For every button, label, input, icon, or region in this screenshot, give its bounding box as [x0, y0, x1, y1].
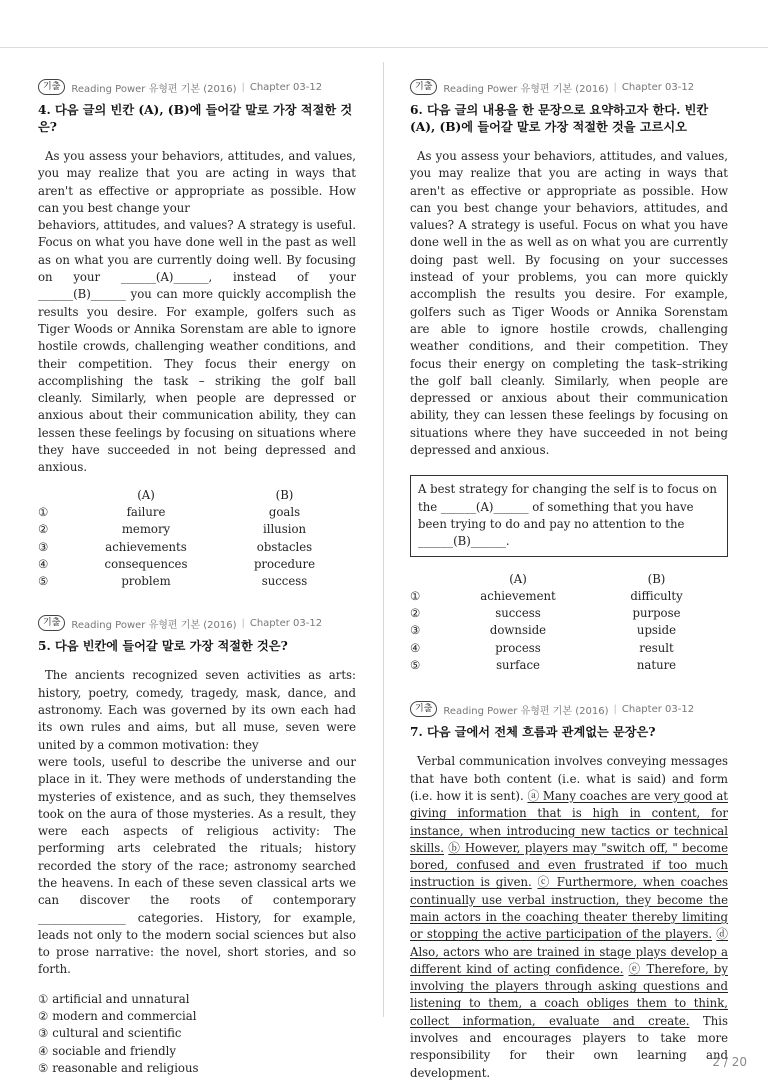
column-divider [383, 62, 384, 1017]
option-row[interactable]: ④ consequences procedure [38, 556, 316, 571]
question-5-title: 5. 다음 빈칸에 들어갈 말로 가장 적절한 것은? [38, 639, 288, 654]
question-6-passage [410, 148, 728, 459]
passage-paragraph: were tools, useful to describe the universe and our place in it. They were methods of understanding the mysteries of existence, and as such, they themselves took on the aura of those mysteries. As a result, they were each aspects of religious activity: The performing arts celebrated the rituals; history recorded the story of the race; astronomy searched the heavens. In each of these seven classical arts we can discover the roots of contemporary _______________ categories. History, for example, leads not only to the modern social sciences but also to prose narrative: the novel, short stories, and so forth. [38, 754, 356, 977]
option-item[interactable]: ④ sociable and friendly [38, 1043, 176, 1058]
sentence-e: ⓔ Therefore, by involving the players through asking questions and listening to them, a coach obliges them to think, collect information, evaluate and create. [410, 961, 729, 1028]
source-line: 기출 Reading Power 유형편 기본 (2016) | Chapter 03-12 [410, 700, 728, 718]
option-item[interactable]: ② modern and commercial [38, 1009, 197, 1024]
source-badge: 기출 [410, 79, 437, 95]
question-4-passage [38, 148, 356, 477]
question-5-passage [38, 667, 356, 978]
question-6-title: 6. 다음 글의 내용을 한 문장으로 요약하고자 한다. 빈칸 (A), (B)에 들어갈 말로 가장 적절한 것을 고르시오 [410, 103, 709, 134]
right-column [410, 78, 728, 1082]
options-header: (A) (B) [509, 571, 666, 586]
option-row[interactable]: ④ process result [410, 640, 674, 655]
passage-paragraph: The ancients recognized seven activities as arts: history, poetry, comedy, tragedy, mask, dance, and astronomy. Each was governed by its own each had its own rules and aims, but all muse, seven were united by a common motivation: they [38, 668, 356, 752]
option-row[interactable]: ② success purpose [410, 606, 681, 621]
source-chapter: Chapter 03-12 [249, 81, 323, 93]
sentence-a: ⓐ Many coaches are very good at giving information that is high in content, for instance, when introducing new tactics or technical skills. [410, 788, 728, 855]
source-line: 기출 Reading Power 유형편 기본 (2016) | Chapter 03-12 [38, 614, 356, 632]
summary-box: A best strategy for changing the self is to focus on the ______(A)______ of something that you have been trying to do and pay no attention to the ______(B)______. [410, 475, 728, 556]
sentence-b: ⓑ However, players may "switch off, " become bored, confused and even frustrated if too much instruction is given. [410, 840, 728, 890]
passage-paragraph: As you assess your behaviors, attitudes, and values, you may realize that you are acting in ways that aren't as effective or appropriate as possible. How can you best change your [38, 149, 356, 215]
option-row[interactable]: ③ downside upside [410, 623, 677, 638]
question-4-options [38, 487, 337, 591]
source-chapter: Chapter 03-12 [249, 617, 323, 629]
question-7-passage [410, 753, 728, 1082]
source-chapter: Chapter 03-12 [621, 703, 695, 715]
source-book: Reading Power 유형편 기본 (2016) [71, 619, 237, 631]
source-book: Reading Power 유형편 기본 (2016) [443, 705, 609, 717]
header-divider [0, 47, 768, 48]
option-row[interactable]: ① achievement difficulty [410, 588, 683, 603]
passage-intro: Verbal communication involves conveying messages that have both content (i.e. what is said) and form (i.e. how it is sent). [410, 754, 728, 803]
source-badge: 기출 [38, 79, 65, 95]
page-number: 2 / 20 [712, 1055, 747, 1069]
option-row[interactable]: ③ achievements obstacles [38, 539, 313, 554]
option-item[interactable]: ③ cultural and scientific [38, 1026, 182, 1041]
question-5-options [38, 991, 356, 1077]
question-6-options [410, 571, 709, 675]
sentence-d: ⓓ Also, actors who are trained in stage plays develop a different kind of acting confidence. [410, 927, 728, 976]
option-row[interactable]: ① failure goals [38, 504, 301, 519]
options-header: (A) (B) [137, 487, 294, 502]
option-item[interactable]: ⑤ reasonable and religious [38, 1060, 199, 1075]
question-4-title: 4. 다음 글의 빈칸 (A), (B)에 들어갈 말로 가장 적절한 것은? [38, 103, 353, 134]
option-row[interactable]: ⑤ surface nature [410, 658, 677, 673]
source-chapter: Chapter 03-12 [621, 81, 695, 93]
source-line: 기출 Reading Power 유형편 기본 (2016) | Chapter 03-12 [410, 78, 728, 96]
source-badge: 기출 [410, 701, 437, 717]
option-item[interactable]: ① artificial and unnatural [38, 991, 190, 1006]
left-column [38, 78, 356, 1077]
source-book: Reading Power 유형편 기본 (2016) [443, 83, 609, 95]
option-row[interactable]: ② memory illusion [38, 522, 307, 537]
source-badge: 기출 [38, 615, 65, 631]
source-book: Reading Power 유형편 기본 (2016) [71, 83, 237, 95]
passage-paragraph: behaviors, attitudes, and values? A strategy is useful. Focus on what you have done well in the past as well as on what you are currently doing well. By focusing on your ______(A)______, instead of your ______(B)______ you can more quickly accomplish the results you desire. For example, golfers such as Tiger Woods or Annika Sorenstam are able to ignore hostile crowds, challenging weather conditions, and their competition. They focus their energy on accomplishing the task – striking the golf ball cleanly. Similarly, when people are depressed or anxious about their communication ability, they can lessen these feelings by focusing on situations where they have succeeded in not being depressed and anxious. [38, 218, 356, 475]
source-line: 기출 Reading Power 유형편 기본 (2016) | Chapter 03-12 [38, 78, 356, 96]
sentence-c: ⓒ Furthermore, when coaches continually use verbal instruction, they become the main actors in the coaching theater thereby limiting or stopping the active participation of the players. [410, 875, 729, 942]
passage-outro: This involves and encourages players to take more responsibility for their own learning and development. [410, 1013, 728, 1080]
passage-paragraph: As you assess your behaviors, attitudes, and values, you may realize that you are acting in ways that aren't as effective or appropriate as possible. How can you best change your behaviors, attitudes, and values? A strategy is useful. Focus on what you have done well in the as well as on what you are currently doing past well. By focusing on your successes instead of your problems, you can more quickly accomplish the results you desire. For example, golfers such as Tiger Woods or Annika Sorenstam are able to ignore hostile crowds, challenging weather conditions, and their competition. They focus their energy on completing the task–striking the golf ball cleanly. Similarly, when people are depressed or anxious about their communication ability, they can lessen these feelings by focusing on situations where they have succeeded in not being depressed and anxious. [410, 149, 728, 458]
option-row[interactable]: ⑤ problem success [38, 574, 308, 589]
question-7-title: 7. 다음 글에서 전체 흐름과 관계없는 문장은? [410, 725, 656, 740]
